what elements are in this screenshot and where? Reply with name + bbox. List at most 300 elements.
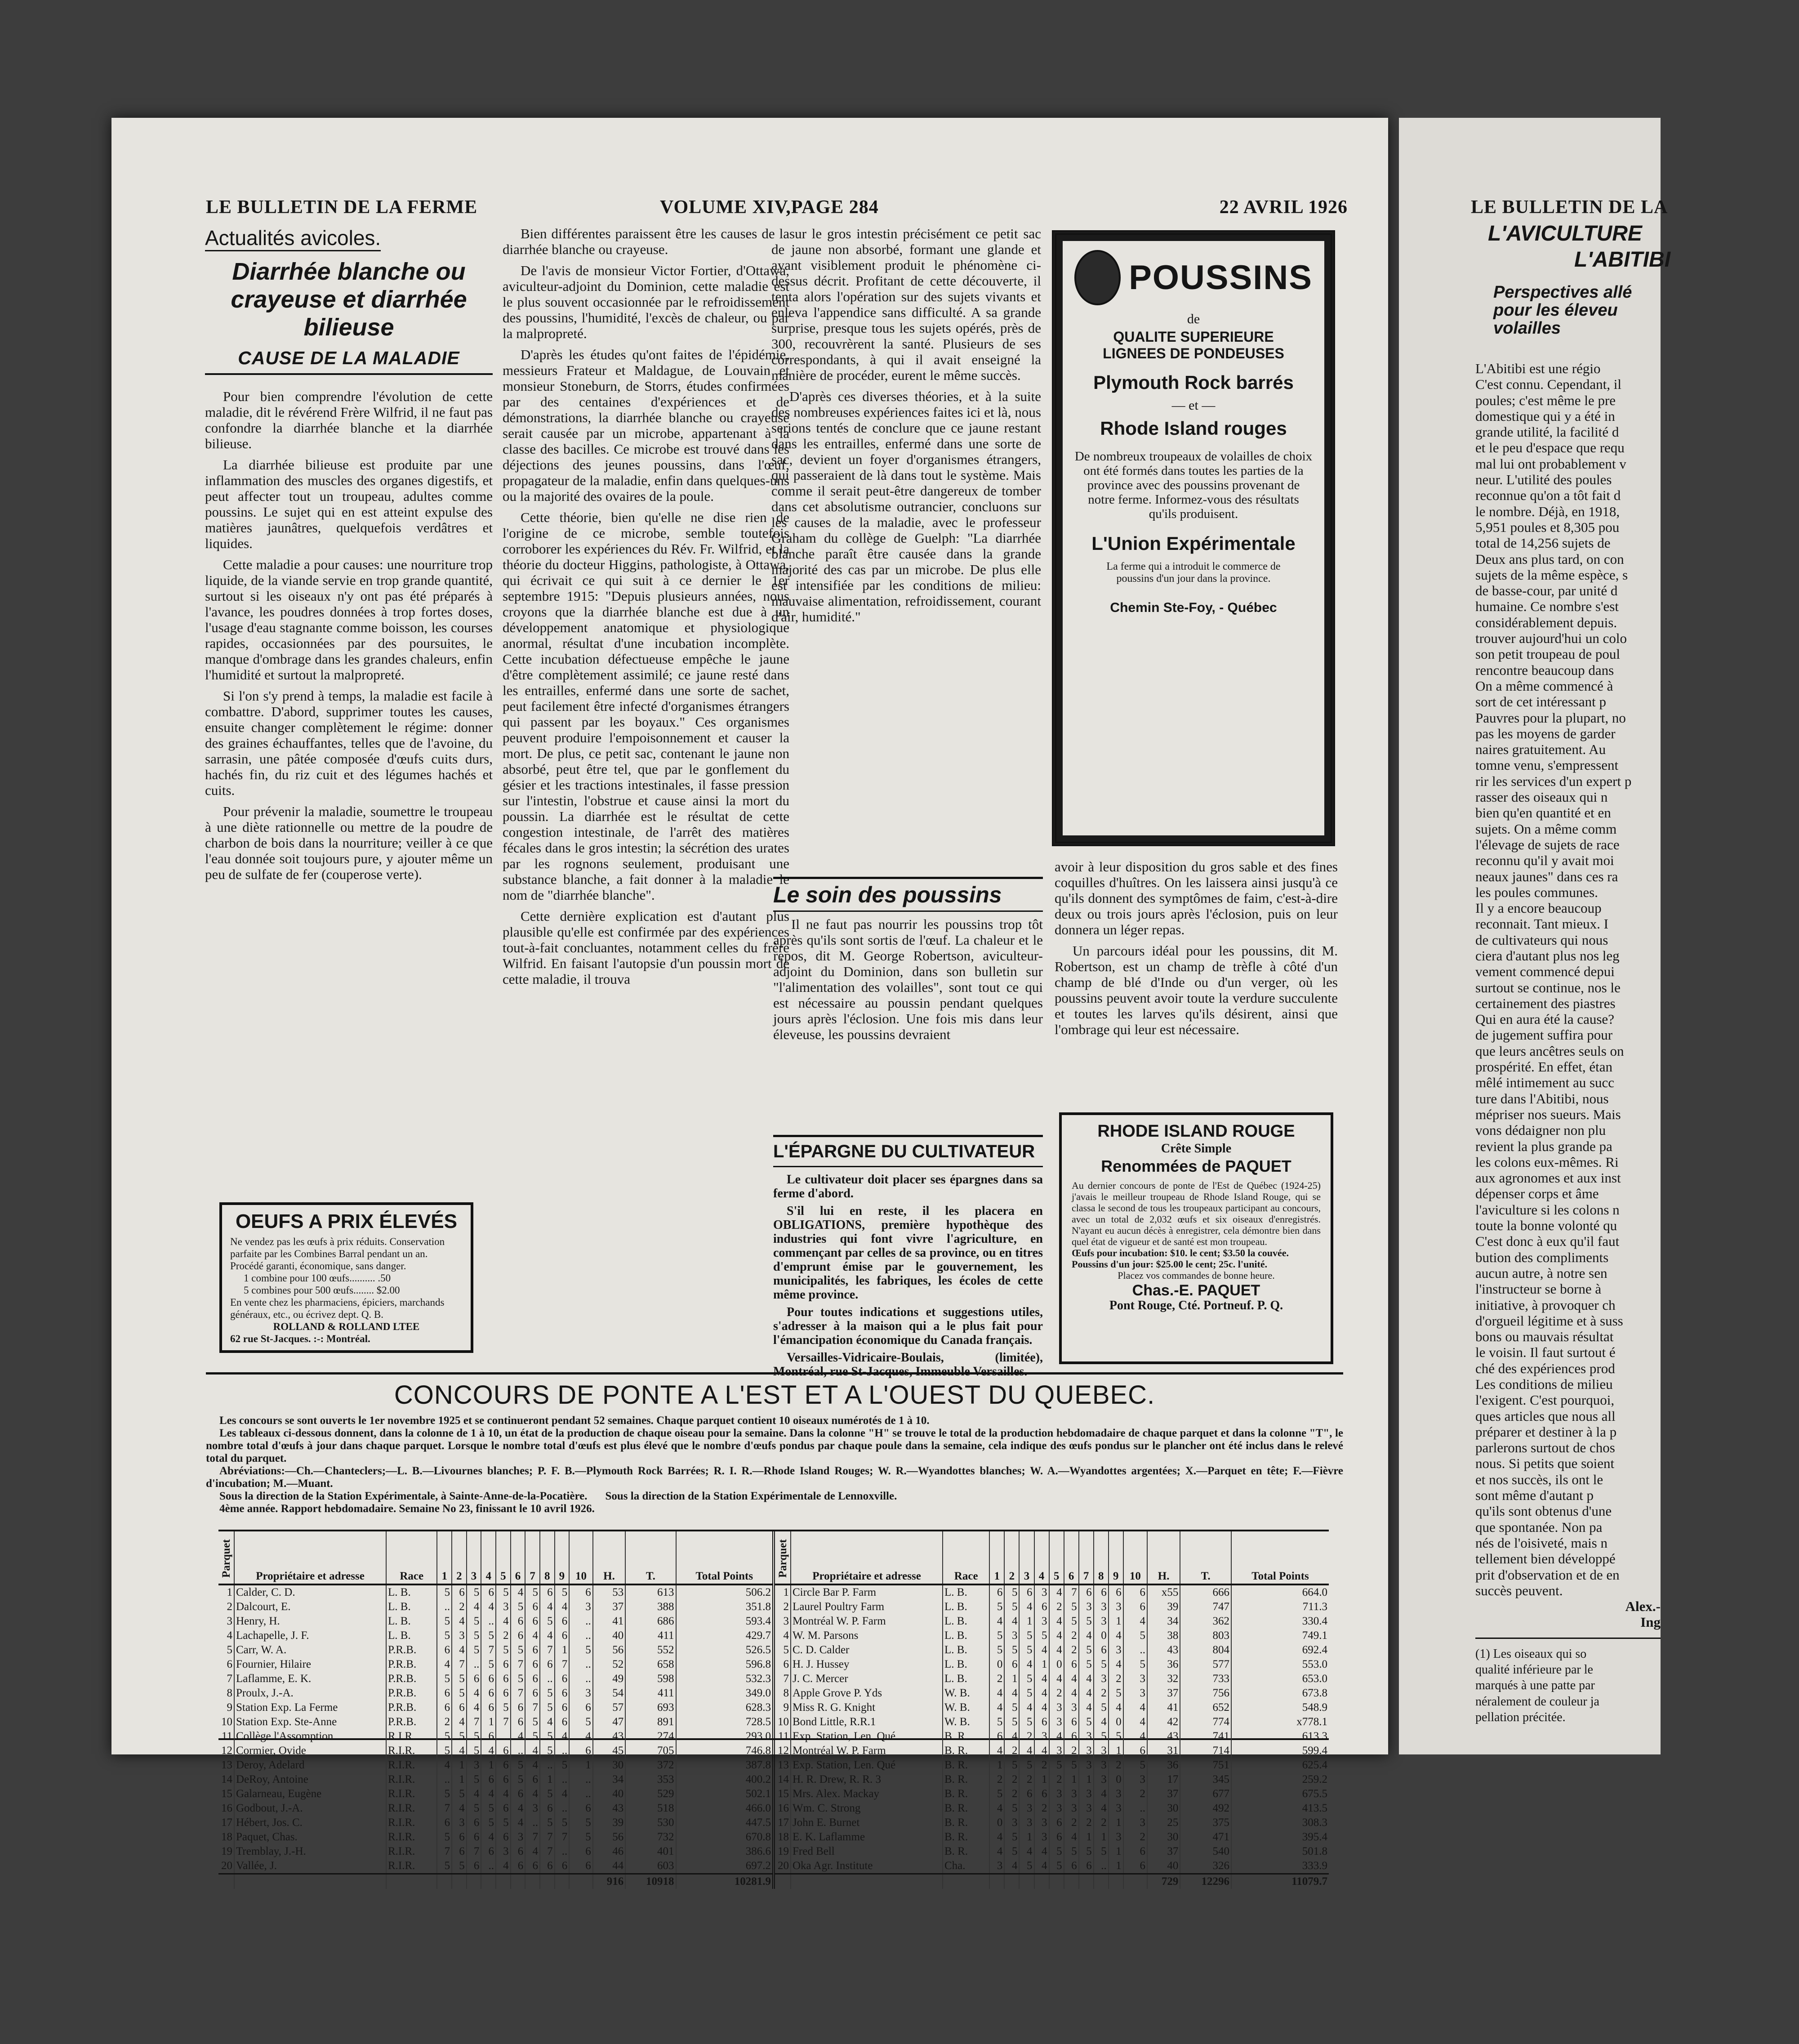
table-cell: 49 — [593, 1672, 625, 1686]
adjacent-page — [1399, 118, 1671, 1754]
table-cell: 675.5 — [1231, 1787, 1329, 1801]
ad-poussins-title: POUSSINS — [1129, 259, 1313, 297]
table-cell: 42 — [1147, 1715, 1180, 1729]
table-cell: 5 — [452, 1672, 467, 1686]
text-line: aux agronomes et aux inst — [1475, 1170, 1621, 1186]
text-line: de basse-cour, par unité d — [1475, 583, 1618, 599]
table-cell: 4 — [540, 1629, 555, 1643]
table-cell: 4 — [1019, 1744, 1034, 1758]
table-cell: 4 — [1004, 1614, 1019, 1629]
table-cell: B. R. — [943, 1816, 989, 1830]
direction-east: Sous la direction de la Station Expérimentale de Lennoxville. — [605, 1490, 897, 1502]
table-cell: 2 — [1004, 1772, 1019, 1787]
table-row — [775, 1657, 1329, 1672]
table-cell: 45 — [593, 1744, 625, 1758]
footnote-line: qualité inférieure par le — [1475, 1663, 1593, 1677]
text-line: C'est donc à eux qu'il faut — [1475, 1233, 1620, 1250]
text-line: reconnait. Tant mieux. I — [1475, 916, 1608, 932]
table-cell: x778.1 — [1231, 1715, 1329, 1729]
table-cell: 43 — [1147, 1729, 1180, 1744]
table-cell: B. R. — [943, 1772, 989, 1787]
soin-section — [773, 877, 1043, 1129]
table-cell: 5 — [569, 1830, 593, 1844]
table-cell — [1109, 1874, 1123, 1889]
table-cell: 53 — [593, 1584, 625, 1600]
table-cell: 429.7 — [676, 1629, 772, 1643]
table-cell: 3 — [1109, 1600, 1123, 1614]
table-cell: 1 — [1109, 1614, 1123, 1629]
table-row — [775, 1859, 1329, 1874]
table-cell: 5 — [1004, 1715, 1019, 1729]
table-cell: Cha. — [943, 1859, 989, 1874]
table-cell: 2 — [1049, 1686, 1064, 1700]
table-cell: 5 — [1064, 1600, 1079, 1614]
text-line: ques articles que nous all — [1475, 1408, 1616, 1424]
table-row — [775, 1672, 1329, 1686]
table-cell: 5 — [555, 1584, 570, 1600]
table-cell: 5 — [467, 1614, 481, 1629]
table-cell: 3 — [569, 1686, 593, 1700]
text-line: son petit troupeau de poul — [1475, 646, 1620, 662]
table-cell: .. — [481, 1859, 496, 1874]
table-cell: L. B. — [943, 1643, 989, 1657]
soin-title: Le soin des poussins — [773, 879, 1043, 912]
table-cell: 43 — [1147, 1643, 1180, 1657]
table-cell: 6 — [540, 1584, 555, 1600]
table-cell: 2 — [1109, 1758, 1123, 1772]
table-cell: 18 — [778, 1831, 789, 1843]
table-cell — [511, 1874, 525, 1889]
table-cell: 4 — [467, 1686, 481, 1700]
table-cell: 3 — [1034, 1816, 1049, 1830]
table-cell: 6 — [525, 1772, 540, 1787]
table-row — [218, 1787, 772, 1801]
table-cell: 6 — [1079, 1859, 1094, 1874]
table-cell: .. — [555, 1772, 570, 1787]
table-cell: 3 — [1004, 1816, 1019, 1830]
table-cell: P.R.B. — [386, 1672, 437, 1686]
table-cell: B. R. — [943, 1830, 989, 1844]
table-cell: 4 — [481, 1787, 496, 1801]
table-cell — [386, 1874, 437, 1889]
table-cell: 5 — [511, 1600, 525, 1614]
table-cell — [989, 1874, 1004, 1889]
table-cell: 5 — [437, 1787, 452, 1801]
table-header-cell: T. — [625, 1531, 676, 1584]
text-line: bien qu'en quantité et en — [1475, 805, 1611, 821]
table-cell: 714 — [1180, 1744, 1231, 1758]
ad-rhode-price: Œufs pour incubation: $10. le cent; $3.50 la couvée. — [1072, 1247, 1289, 1259]
table-header-cell: 6 — [1064, 1531, 1079, 1584]
text-line: ché des expériences prod — [1475, 1360, 1615, 1376]
table-cell: 6 — [525, 1859, 540, 1874]
table-cell: 375 — [1180, 1816, 1231, 1830]
table-cell: 5 — [511, 1758, 525, 1772]
text-line: revient la plus grande pa — [1475, 1138, 1612, 1154]
table-cell: 1 — [989, 1758, 1004, 1772]
table-cell: 6 — [481, 1844, 496, 1859]
table-cell: 6 — [496, 1686, 511, 1700]
ad-poussins-org-text: La ferme qui a introduit le commerce de poussins d'un jour dans la province. — [1106, 561, 1281, 585]
table-cell: 0 — [1094, 1629, 1109, 1643]
table-cell: 9 — [227, 1701, 232, 1714]
table-cell: 6 — [467, 1859, 481, 1874]
footnote-line: marqués à une patte par — [1475, 1678, 1595, 1693]
table-cell: 6 — [496, 1744, 511, 1758]
table-header-cell: Race — [386, 1531, 437, 1584]
table-cell: 2 — [1123, 1787, 1147, 1801]
table-cell: 44 — [593, 1859, 625, 1874]
text-line: sont même d'autant p — [1475, 1487, 1594, 1504]
table-cell: 6 — [496, 1758, 511, 1772]
table-cell: L. B. — [386, 1629, 437, 1643]
table-cell: 6 — [511, 1629, 525, 1643]
text-line: total de 14,256 sujets de — [1475, 535, 1611, 551]
table-cell: 40 — [1147, 1859, 1180, 1874]
table-cell: 3 — [1049, 1787, 1064, 1801]
table-cell: L. B. — [386, 1600, 437, 1614]
table-header-cell: Propriétaire et adresse — [791, 1531, 943, 1584]
table-cell: .. — [496, 1729, 511, 1744]
table-cell: 3 — [1049, 1715, 1064, 1729]
table-cell: 6 — [452, 1700, 467, 1715]
table-cell: 30 — [1147, 1830, 1180, 1844]
table-cell: 2 — [1034, 1801, 1049, 1816]
table-cell: 2 — [1109, 1672, 1123, 1686]
table-cell: 3 — [1109, 1801, 1123, 1816]
table-cell: 6 — [1049, 1830, 1064, 1844]
table-cell: 20 — [778, 1860, 789, 1872]
table-cell: 5 — [569, 1643, 593, 1657]
table-cell: 2 — [1049, 1772, 1064, 1787]
table-cell: 4 — [1079, 1672, 1094, 1686]
table-cell: 7 — [525, 1830, 540, 1844]
table-cell: 5 — [1079, 1643, 1094, 1657]
concours-intro-line: Les tableaux ci-dessous donnent, dans la colonne de 1 à 10, un état de la production de chaque oiseau pour la semaine. Dans la colonne "H" se trouve le total de la production hebdomadaire de chaque parquet et dans la colonne "T", le nombre total d'œufs à jour dans chaque parquet. Lorsque le nombre total d'œufs est plus élevé que le nombre d'œufs pondus par chaque poule dans la semaine, cela indique des œufs pondus sur le plancher ont été inclus dans le relevé total du parquet. — [206, 1427, 1343, 1464]
table-cell: 39 — [593, 1816, 625, 1830]
table-cell: 4 — [1064, 1672, 1079, 1686]
table-cell: 5 — [1064, 1844, 1079, 1859]
table-cell: 56 — [593, 1643, 625, 1657]
table-cell: 3 — [1094, 1614, 1109, 1629]
table-cell: 6 — [1123, 1744, 1147, 1758]
table-cell: 6 — [525, 1600, 540, 1614]
table-cell — [1034, 1874, 1049, 1889]
table-cell: 15 — [778, 1788, 789, 1800]
table-row — [218, 1686, 772, 1700]
table-cell: 2 — [1064, 1816, 1079, 1830]
table-cell: 6 — [452, 1830, 467, 1844]
table-header-cell: 6 — [511, 1531, 525, 1584]
table-cell: L. B. — [943, 1600, 989, 1614]
table-cell: E. K. Laflamme — [791, 1830, 943, 1844]
table-cell: R.I.R. — [386, 1844, 437, 1859]
table-cell: 6 — [481, 1584, 496, 1600]
table-cell: 7 — [481, 1643, 496, 1657]
table-cell: 4 — [540, 1715, 555, 1729]
table-cell: 6 — [511, 1844, 525, 1859]
table-cell: 6 — [481, 1729, 496, 1744]
table-cell: 5 — [496, 1584, 511, 1600]
table-cell: 345 — [1180, 1772, 1231, 1787]
table-cell: 3 — [783, 1615, 789, 1627]
table-cell: 5 — [783, 1644, 789, 1656]
table-cell: 4 — [1034, 1844, 1049, 1859]
masthead-left: LE BULLETIN DE LA FERME — [206, 197, 478, 218]
table-cell: 7 — [496, 1715, 511, 1729]
table-cell: 5 — [467, 1629, 481, 1643]
ad-poussins-breed: Plymouth Rock barrés — [1093, 372, 1294, 393]
table-cell: 803 — [1180, 1629, 1231, 1643]
paragraph: avoir à leur disposition du gros sable et des fines coquilles d'huîtres. On les laissera ainsi jusqu'à ce qu'ils donnent des symptômes de faim, c'est-à-dire deux ou trois jours après l'éclosion, puis on leur donnera un léger repas. — [1055, 859, 1338, 937]
table-cell: 46 — [593, 1844, 625, 1859]
table-cell: 4 — [452, 1614, 467, 1629]
table-header-cell: 8 — [1094, 1531, 1109, 1584]
concours-intro — [206, 1415, 1343, 1515]
table-cell: 5 — [437, 1830, 452, 1844]
table-cell: 0 — [1109, 1715, 1123, 1729]
table-cell: 5 — [540, 1700, 555, 1715]
table-totals-row — [218, 1874, 772, 1889]
table-cell: 6 — [452, 1844, 467, 1859]
table-cell: B. R. — [943, 1758, 989, 1772]
table-cell: 6 — [481, 1672, 496, 1686]
table-cell: 3 — [1079, 1758, 1094, 1772]
table-cell: .. — [555, 1744, 570, 1758]
table-row — [775, 1614, 1329, 1629]
table-cell: 5 — [569, 1816, 593, 1830]
table-cell: 4 — [1094, 1715, 1109, 1729]
table-cell: 5 — [496, 1643, 511, 1657]
table-cell: 3 — [1049, 1744, 1064, 1758]
table-cell: 1 — [1109, 1816, 1123, 1830]
table-cell: 5 — [481, 1816, 496, 1830]
table-cell: 4 — [481, 1600, 496, 1614]
table-cell: Henry, H. — [234, 1614, 386, 1629]
table-cell: 677 — [1180, 1787, 1231, 1801]
table-cell: 6 — [437, 1816, 452, 1830]
table-cell: 37 — [593, 1600, 625, 1614]
table-cell: Wm. C. Strong — [791, 1801, 943, 1816]
ad-poussins-quality: LIGNEES DE PONDEUSES — [1103, 345, 1284, 361]
table-cell: 6 — [555, 1715, 570, 1729]
table-cell: 326 — [1180, 1859, 1231, 1874]
table-cell: B. R. — [943, 1744, 989, 1758]
table-cell: 6 — [1049, 1816, 1064, 1830]
table-cell: 5 — [540, 1744, 555, 1758]
table-cell: 4 — [496, 1787, 511, 1801]
table-cell: 774 — [1180, 1715, 1231, 1729]
table-cell: 5 — [540, 1816, 555, 1830]
table-cell: 411 — [625, 1686, 676, 1700]
table-cell: H. R. Drew, R. R. 3 — [791, 1772, 943, 1787]
table-cell: 1 — [555, 1643, 570, 1657]
table-cell: 2 — [1049, 1600, 1064, 1614]
table-row — [775, 1758, 1329, 1772]
table-cell: J. C. Mercer — [791, 1672, 943, 1686]
table-cell: 5 — [1049, 1859, 1064, 1874]
ad-rhode-text: Au dernier concours de ponte de l'Est de Québec (1924-25) j'avais le meilleur troupeau de Rhode Island Rouge, qui se classa le second de tous les troupeaux participant au concours, avec un total de 2,032 œufs et six oiseaux d'enregistrés. N'ayant eu aucun décès à enregistrer, cela démontre bien dans quel état de vigueur et de santé est mon troupeau. — [1072, 1180, 1321, 1247]
table-cell: R.I.R. — [386, 1816, 437, 1830]
table-cell: 6 — [437, 1686, 452, 1700]
table-row — [218, 1715, 772, 1729]
table-cell: 6 — [989, 1729, 1004, 1744]
table-cell: 4 — [452, 1715, 467, 1729]
table-cell: 7 — [467, 1844, 481, 1859]
table-cell: 4 — [1019, 1657, 1034, 1672]
text-line: pas les moyens de garder — [1475, 725, 1616, 741]
table-header-cell: 7 — [1079, 1531, 1094, 1584]
table-cell: 11 — [778, 1730, 789, 1742]
table-cell: 5 — [437, 1859, 452, 1874]
table-cell: Fournier, Hilaire — [234, 1657, 386, 1672]
table-cell: 6 — [1034, 1600, 1049, 1614]
table-cell: 5 — [1004, 1844, 1019, 1859]
table-cell: 548.9 — [1231, 1700, 1329, 1715]
paragraph: De l'avis de monsieur Victor Fortier, d'Ottawa, aviculteur-adjoint du Dominion, cette maladie est le plus souvent occasionnée par le refroidissement des poussins, l'humidité, l'excès de chaleur, ou par la malpropreté. — [503, 263, 789, 341]
paragraph: S'il lui en reste, il les placera en OBLIGATIONS, première hypothèque des industries qui font vivre l'agriculture, en commençant par celles de sa province, ou en titres d'emprunt émise par le gouvernement, les municipalités, les fabriques, les écoles de cette même province. — [773, 1204, 1043, 1302]
table-cell: 386.6 — [676, 1844, 772, 1859]
table-header-cell: Propriétaire et adresse — [234, 1531, 386, 1584]
ad-rhode-address: Pont Rouge, Cté. Portneuf. P. Q. — [1109, 1299, 1283, 1312]
table-cell — [234, 1874, 386, 1889]
table-cell: 5 — [481, 1657, 496, 1672]
table-cell: 577 — [1180, 1657, 1231, 1672]
ad-poussins-header — [1074, 250, 1313, 305]
table-cell: Paquet, Chas. — [234, 1830, 386, 1844]
text-line: que leurs ancêtres seuls on — [1475, 1043, 1624, 1059]
table-cell: 5 — [1064, 1758, 1079, 1772]
table-cell: 6 — [540, 1801, 555, 1816]
table-cell: 5 — [437, 1672, 452, 1686]
table-cell: 5 — [540, 1729, 555, 1744]
table-cell: Mrs. Alex. Mackay — [791, 1787, 943, 1801]
table-cell: 0 — [1109, 1772, 1123, 1787]
table-cell: 6 — [496, 1657, 511, 1672]
table-row — [218, 1801, 772, 1816]
table-cell: 6 — [481, 1700, 496, 1715]
concours-directions — [206, 1490, 1343, 1503]
table-cell: 1 — [452, 1758, 467, 1772]
table-cell: 664.0 — [1231, 1584, 1329, 1600]
text-line: succès peuvent. — [1475, 1582, 1563, 1598]
table-cell: L. B. — [943, 1584, 989, 1600]
table-cell: 732 — [625, 1830, 676, 1844]
table-cell: 4 — [1034, 1859, 1049, 1874]
table-cell: 628.3 — [676, 1700, 772, 1715]
table-cell: 4 — [437, 1657, 452, 1672]
table-cell: 6 — [496, 1801, 511, 1816]
table-cell: 4 — [989, 1700, 1004, 1715]
table-cell: W. M. Parsons — [791, 1629, 943, 1643]
table-cell: 6 — [555, 1672, 570, 1686]
table-cell — [1049, 1874, 1064, 1889]
table-cell: 39 — [1147, 1600, 1180, 1614]
table-cell: 471 — [1180, 1830, 1231, 1844]
table-row — [775, 1700, 1329, 1715]
text-line: mêlé intimement au succ — [1475, 1075, 1615, 1091]
table-cell: 387.8 — [676, 1758, 772, 1772]
table-row — [775, 1729, 1329, 1744]
table-cell: 25 — [1147, 1816, 1180, 1830]
table-cell: 4 — [452, 1801, 467, 1816]
table-header-cell: 1 — [989, 1531, 1004, 1584]
article-body — [205, 388, 493, 882]
table-cell: 3 — [1019, 1801, 1034, 1816]
table-cell: 43 — [593, 1729, 625, 1744]
table-cell: 1 — [1094, 1830, 1109, 1844]
newspaper-page — [111, 118, 1388, 1888]
table-cell: 12 — [221, 1745, 232, 1757]
table-cell — [1004, 1874, 1019, 1889]
table-cell: 4 — [555, 1600, 570, 1614]
table-cell: 5 — [1004, 1643, 1019, 1657]
table-cell: 4 — [1123, 1614, 1147, 1629]
table-row — [218, 1700, 772, 1715]
masthead-center: VOLUME XIV,PAGE 284 — [660, 197, 879, 218]
table-cell: L. B. — [943, 1614, 989, 1629]
table-cell: 5 — [437, 1584, 452, 1600]
table-header-cell: 10 — [1123, 1531, 1147, 1584]
table-cell: 6 — [1094, 1643, 1109, 1657]
table-cell: 3 — [1004, 1629, 1019, 1643]
table-cell: 4 — [452, 1643, 467, 1657]
section-heading: Actualités avicoles. — [205, 226, 381, 251]
text-line: tomne venu, s'empressent — [1475, 757, 1619, 773]
table-total-cell: 10281.9 — [676, 1874, 772, 1889]
table-cell: 7 — [525, 1700, 540, 1715]
table-header-cell: Race — [943, 1531, 989, 1584]
table-cell: 5 — [437, 1629, 452, 1643]
table-cell: 1 — [1079, 1772, 1094, 1787]
table-cell: 5 — [1079, 1715, 1094, 1729]
text-line: nés de l'oisiveté, mais n — [1475, 1535, 1608, 1551]
table-cell: 4 — [989, 1801, 1004, 1816]
table-cell: 4 — [467, 1600, 481, 1614]
table-cell: 653.0 — [1231, 1672, 1329, 1686]
text-line: grande utilité, la facilité d — [1475, 424, 1619, 440]
table-cell — [569, 1874, 593, 1889]
table-cell: 7 — [452, 1657, 467, 1672]
text-line: tellement bien développé — [1475, 1551, 1616, 1567]
table-cell: 31 — [1147, 1744, 1180, 1758]
table-cell: Montréal W. P. Farm — [791, 1614, 943, 1629]
table-cell: 19 — [221, 1845, 232, 1857]
text-line: initiative, à provoquer ch — [1475, 1297, 1616, 1313]
table-cell: .. — [1123, 1643, 1147, 1657]
table-cell: 5 — [1123, 1629, 1147, 1643]
table-cell: Calder, C. D. — [234, 1584, 386, 1600]
table-cell: 47 — [593, 1715, 625, 1729]
table-cell: 1 — [1109, 1859, 1123, 1874]
table-cell: 6 — [555, 1859, 570, 1874]
table-cell: 4 — [1064, 1686, 1079, 1700]
table-cell: 3 — [525, 1801, 540, 1816]
table-cell: 530 — [625, 1816, 676, 1830]
table-cell: 6 — [525, 1657, 540, 1672]
text-line: domestique qui y a été in — [1475, 408, 1615, 424]
table-cell: 502.1 — [676, 1787, 772, 1801]
article-title: Diarrhée blanche ou crayeuse et diarrhée bilieuse — [231, 258, 467, 341]
table-cell: 4 — [452, 1744, 467, 1758]
adjacent-title: L'ABITIBI — [1574, 248, 1671, 272]
table-cell: 5 — [467, 1744, 481, 1758]
table-cell: 4 — [989, 1830, 1004, 1844]
ad-poussins-inner — [1063, 241, 1324, 835]
table-header-cell: 9 — [555, 1531, 570, 1584]
text-line: poules; c'est même le pre — [1475, 392, 1616, 408]
table-cell: P.R.B. — [386, 1657, 437, 1672]
